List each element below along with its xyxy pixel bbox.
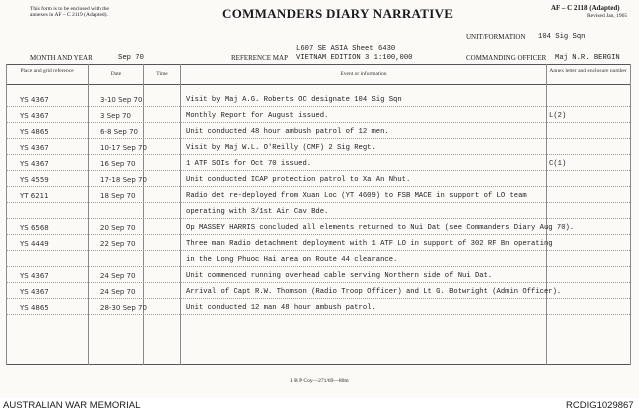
ref-map-line2: VIETNAM EDITION 3 1:100,000 [296,54,413,62]
cell-event: Visit by Maj W.L. O'Reilly (CMF) 2 Sig Regt. [186,144,376,152]
cell-date: 6-8 Sep 70 [100,128,138,136]
table-header-rule [6,84,631,85]
month-label: MONTH AND YEAR [30,54,93,62]
form-note-line1: This form is to be enclosed with the [30,6,109,12]
cell-place: YS 4367 [20,272,49,280]
archive-footer [0,398,639,414]
cell-date: 24 Sep 70 [100,272,136,280]
row-rule [6,282,630,283]
cell-place: YS 4367 [20,112,49,120]
ref-map-line1: L607 SE ASIA Sheet 6430 [296,45,396,53]
unit-label: UNIT/FORMATION [466,33,526,41]
row-rule [6,106,630,107]
cell-place: YT 6211 [20,192,49,200]
form-revised: Revised Jan, 1965 [587,13,628,19]
col-divider [630,64,631,365]
table-bottom-rule [6,364,631,365]
cell-event: Unit conducted 12 man 48 hour ambush patrol. [186,304,376,312]
row-rule [6,266,630,267]
col-divider [546,64,547,365]
col-head-time: Time [156,71,168,77]
col-divider [180,64,181,365]
month-value: Sep 70 [118,54,144,62]
cell-event: Visit by Maj A.G. Roberts OC designate 104 Sig Sqn [186,96,402,104]
row-rule [6,298,630,299]
row-rule [6,154,630,155]
row-rule [6,138,630,139]
cell-date: 22 Sep 70 [100,240,136,248]
cell-event: Op MASSEY HARRIS concluded all elements returned to Nui Dat (see Commanders Diary Aug 70). [186,224,575,232]
form-code: AF – C 2118 (Adapted) [551,4,620,12]
form-note-line2: annexes in AF – C 2119 (Adapted). [30,12,108,18]
cell-place: YS 6568 [20,224,49,232]
page-title: COMMANDERS DIARY NARRATIVE [222,6,454,21]
cell-date: 24 Sep 70 [100,288,136,296]
cell-event: Unit commenced running overhead cable serving Northern side of Nui Dat. [186,272,493,280]
cell-place: YS 4865 [20,128,49,136]
co-value: Maj N.R. BERGIN [555,54,620,62]
cell-event: Unit conducted ICAP protection patrol to Xa An Nhut. [186,176,411,184]
cell-event: Arrival of Capt R.W. Thomson (Radio Troop Officer) and Lt G. Botwright (Admin Officer). [186,288,562,296]
col-head-event: Event or information [340,71,387,77]
cell-date: 16 Sep 70 [100,160,136,168]
cell-event: operating with 3/1st Air Cav Bde. [186,208,329,216]
col-divider [6,64,7,365]
cell-place: YS 4559 [20,176,49,184]
cell-place: YS 4449 [20,240,49,248]
co-label: COMMANDING OFFICER [466,54,547,62]
cell-date: 18 Sep 70 [100,192,136,200]
cell-date: 28-30 Sep 70 [100,304,147,312]
cell-date: 10-17 Sep 70 [100,144,147,152]
row-rule [6,186,630,187]
cell-place: YS 4367 [20,96,49,104]
cell-date: 20 Sep 70 [100,224,136,232]
cell-date: 3-10 Sep 70 [100,96,143,104]
col-divider [88,64,89,365]
row-rule [6,234,630,235]
cell-annex: L(2) [549,112,567,120]
col-divider [143,64,144,365]
unit-value: 104 Sig Sqn [538,33,586,41]
table-top-rule [6,64,631,65]
cell-event: Radio det re-deployed from Xuan Loc (YT 4609) to FSB MACE in support of LO team [186,192,527,200]
row-rule [6,218,630,219]
cell-event: Monthly Report for August issued. [186,112,329,120]
cell-event: Unit conducted 48 hour ambush patrol of 12 men. [186,128,389,136]
print-line: 1 B P Coy—271/69—80m [290,378,349,384]
cell-event: 1 ATF SOIs for Oct 70 issued. [186,160,312,168]
footer-left: AUSTRALIAN WAR MEMORIAL [3,400,141,411]
cell-event: Three man Radio detachment deployment with 1 ATF LO in support of 302 RF Bn operating [186,240,553,248]
cell-date: 17-18 Sep 70 [100,176,147,184]
ref-map-label: REFERENCE MAP [231,54,288,62]
cell-event: in the Long Phuoc Hai area on Route 44 clearance. [186,256,398,264]
row-rule [6,314,630,315]
footer-right: RCDIG1029867 [566,400,634,411]
row-rule [6,170,630,171]
cell-annex: C(1) [549,160,567,168]
cell-place: YS 4367 [20,288,49,296]
cell-place: YS 4865 [20,304,49,312]
cell-place: YS 4367 [20,144,49,152]
row-rule [6,250,630,251]
cell-date: 3 Sep 70 [100,112,132,120]
col-head-date: Date [110,71,122,77]
cell-place: YS 4367 [20,160,49,168]
col-head-place: Place and grid reference [20,68,74,74]
col-head-annex: Annex letter and enclosure number [549,68,627,74]
row-rule [6,122,630,123]
row-rule [6,202,630,203]
